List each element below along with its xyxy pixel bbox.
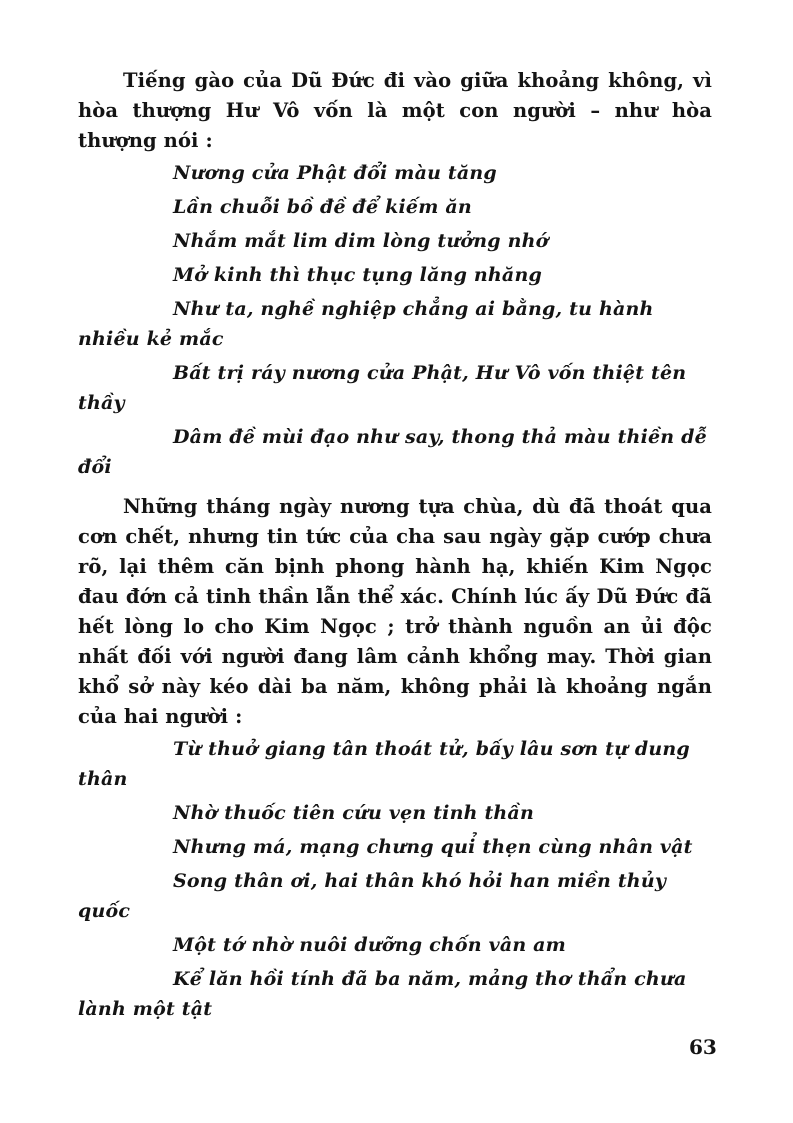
verse-line: Nhắm mắt lim dim lòng tưởng nhớ: [173, 230, 549, 252]
verse-line: Một tớ nhờ nuôi dưỡng chốn vân am: [173, 934, 566, 956]
verse-line: Bất trị ráy nương cửa Phật, Hư Vô vốn thiệt tên thầy: [78, 362, 687, 414]
verse-line: Nhờ thuốc tiên cứu vẹn tinh thần: [173, 802, 534, 824]
verse-line: Như ta, nghề nghiệp chẳng ai bằng, tu hành nhiều kẻ mắc: [78, 298, 654, 350]
page-number: 63: [689, 1035, 717, 1059]
verse-line: Từ thuở giang tân thoát tử, bấy lâu sơn tự dung thân: [78, 738, 690, 790]
verse-line: Nhưng má, mạng chưng quỉ thẹn cùng nhân vật: [173, 836, 693, 858]
verse-line: Mở kinh thì thục tụng lăng nhăng: [173, 264, 542, 286]
verse-line: Song thân ơi, hai thân khó hỏi han miền thủy quốc: [78, 870, 667, 922]
verse-line: Dâm đề mùi đạo như say, thong thả màu thiền dễ đổi: [78, 426, 707, 478]
verse-block-1: [78, 158, 712, 484]
verse-line: Kể lăn hồi tính đã ba năm, mảng thơ thẩn chưa lành một tật: [78, 968, 687, 1020]
prose-paragraph-1: Tiếng gào của Dũ Đức đi vào giữa khoảng không, vì hòa thượng Hư Vô vốn là một con người – như hòa thượng nói :: [78, 69, 712, 152]
verse-block-2: [78, 734, 712, 1026]
verse-line: Lần chuỗi bồ đề để kiếm ăn: [173, 196, 472, 218]
prose-paragraph-2: Những tháng ngày nương tựa chùa, dù đã thoát qua cơn chết, nhưng tin tức của cha sau ngày gặp cướp chưa rõ, lại thêm căn bịnh phong hành hạ, khiến Kim Ngọc đau đớn cả tinh thần lẫn thể xác. Chính lúc ấy Dũ Đức đã hết lòng lo cho Kim Ngọc ; trở thành nguồn an ủi độc nhất đối với người đang lâm cảnh khổng may. Thời gian khổ sở này kéo dài ba năm, không phải là khoảng ngắn của hai người :: [78, 495, 712, 728]
book-page: [78, 66, 712, 1034]
verse-line: Nương cửa Phật đổi màu tăng: [173, 162, 497, 184]
